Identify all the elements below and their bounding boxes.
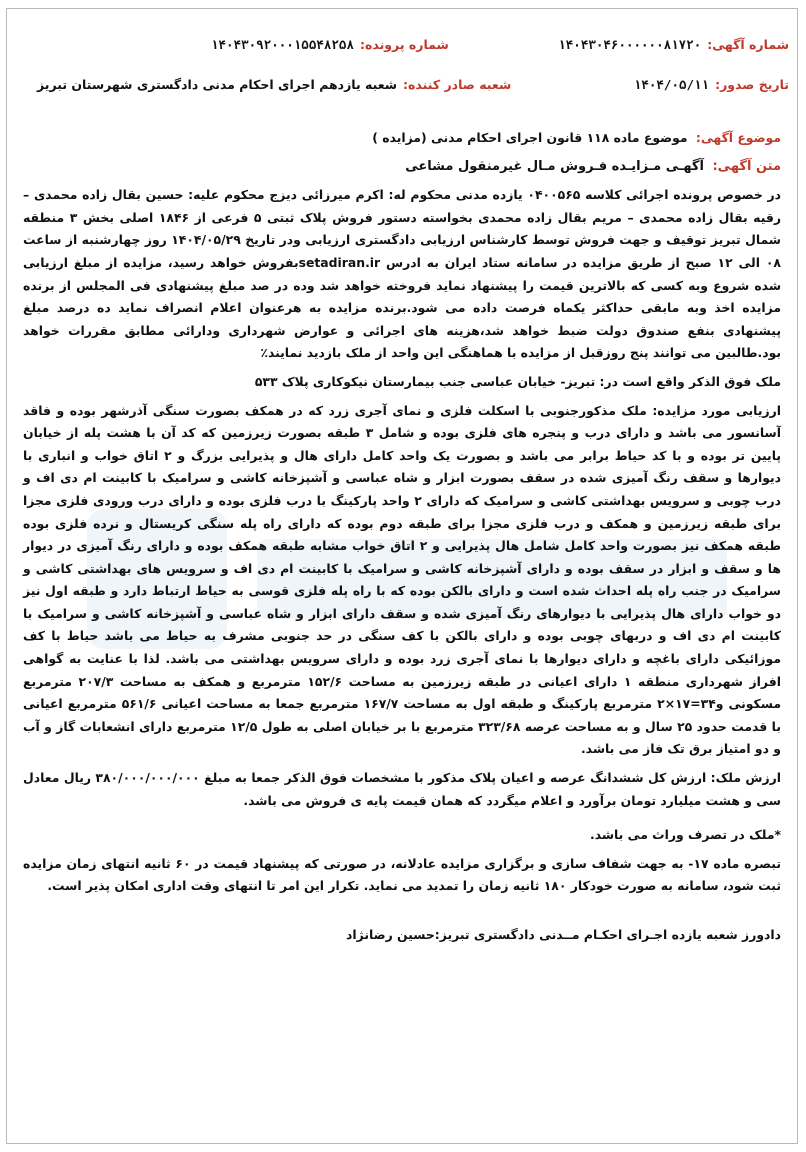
heirs-paragraph: *ملک در تصرف وراث می باشد. [589, 827, 781, 843]
issue-date-value: ۱۴۰۴/۰۵/۱۱ [633, 77, 710, 92]
issuer-value: شعبه یازدهم اجرای احکام مدنی دادگستری شهرستان تبریز [37, 77, 398, 92]
case-number-label: شماره پرونده: [360, 37, 449, 52]
notice-number-value: ۱۴۰۴۳۰۴۶۰۰۰۰۰۰۸۱۷۲۰ [558, 37, 702, 52]
subject-value: موضوع ماده ۱۱۸ قانون اجرای احکام مدنی (مزایده ) [372, 130, 688, 145]
signature-line: دادورز شعبه یازده اجـرای احکـام مــدنی دادگستری تبریز:حسین رضانژاد [346, 927, 781, 942]
issue-date-row [634, 77, 789, 92]
note-paragraph: تبصره ماده ۱۷- به جهت شفاف سازی و برگزاری مزایده عادلانه، در صورتی که پیشنهاد قیمت در ۶۰ ثانیه انتهای زمان مزایده ثبت شود، سامانه به صورت خودکار ۱۸۰ ثانیه زمان را تمدید می نماید. تکرار این امر تا انتهای وقت اداری امکان پذیر است. [23, 855, 782, 894]
intro-paragraph: در خصوص پرونده اجرائی کلاسه ۰۴۰۰۵۶۵ یازده مدنی محکوم له: اکرم میرزائی دیزج محکوم علیه: حسین بقال زاده محمدی – رقیه بقال زاده محمدی – مریم بقال زاده محمدی بخواسته دستور فروش پلاک ثبتی ۵ فرعی از ۱۸۴۶ اصلی بخش ۳ منطقه شمال تبریز توقیف و جهت فروش توسط کارشناس ارزیابی دادگستری ارزیابی ودر تاریخ ۱۴۰۴/۰۵/۲۹ روز چهارشنبه از ساعت ۰۸ الی ۱۲ صبح از طریق مزایده در سامانه ستاد ایران به ادرس setadiran.irبفروش خواهد رسید، مزایده از مبلغ ارزیابی شده شروع وبه کسی که بالاترین قیمت را پیشنهاد نماید فروخته خواهد شد وده در صد مبلغ پیشنهادی فی المجلس از برنده مزایده اخذ وبه مابقی حداکثر یکماه فرصت داده می شود.برنده مزایده به هرعنوان اعلام انصراف نماید ده درصد مبلغ پیشنهادی بنفع صندوق دولت ضبط خواهد شد،هزینه های اجرائی و عوارض شهرداری ودارائی مطابق مقررات خواهد بود.طالبین می توانند پنج روزقبل از مزایده با هماهنگی این واحد از ملک بازدید نمایند٪ [23, 187, 781, 361]
notice-header [7, 9, 797, 121]
issuer-row [37, 77, 511, 92]
notice-title: آگهـی مـزایـده فـروش مـال غیرمنقول مشاعی [405, 158, 704, 174]
value-paragraph: ارزش ملک: ارزش کل ششدانگ عرصه و اعیان پلاک مذکور با مشخصات فوق الذکر جمعا به مبلغ ۳۸۰/۰۰۰/۰۰۰/۰۰۰ ریال معادل سی و هشت میلیارد تومان برآورد و اعلام میگردد که همان قیمت پایه ی فروش می باشد. [23, 770, 781, 808]
case-number-row [211, 37, 449, 52]
notice-title-line [23, 156, 781, 179]
case-number-value: ۱۴۰۴۳۰۹۲۰۰۰۱۵۵۴۸۲۵۸ [211, 37, 354, 52]
issue-date-label: تاریخ صدور: [715, 77, 789, 92]
location-paragraph: ملک فوق الذکر واقع است در: تبریز- خیابان عباسی جنب بیمارستان نیکوکاری پلاک ۵۳۳ [254, 373, 781, 389]
notice-body [23, 127, 781, 947]
notice-text-label: متن آگهی: [712, 158, 781, 174]
appraisal-paragraph: ارزیابی مورد مزایده: ملک مذکورجنوبی با اسکلت فلزی و نمای آجری زرد که در همکف بصورت سنگی آذرشهر بوده و فاقد آسانسور می باشد و دارای درب و پنجره های فلزی بوده و شامل ۳ طبقه بصورت زیرزمین که کد آن با هشت پله از خیابان پایین تر بوده و با کد حیاط برابر می باشد و بصورت یک واحد کامل دارای هال و پذیرایی بزرگ و ۲ اتاق خواب و انباری با دیوارها و سقف رنگ آمیزی شده در سقف بصورت ابزار و شاه عباسی و آشپزخانه کاشی و سرامیک با کابینت ام دی اف و درب چوبی و سرویس بهداشتی کاشی و سرامیک که دارای ۲ واحد پارکینگ با درب فلزی بوده و دارای درب ورودی فلزی مجزا برای طبقه زیرزمین و همکف و درب فلزی مجزا برای طبقه دوم بوده که دارای راه پله سنگی کریستال و نرده فلزی بوده طبقه همکف نیز بصورت واحد کامل شامل هال پذیرایی و ۲ اتاق خواب مشابه طبقه همکف بوده و دارای رنگ آمیزی در دیوار ها و سقف و ابزار در سقف بوده و دارای آشپزخانه کاشی و سرامیک با کابینت ام دی اف و سرویس های بهداشتی کاشی و سرامیک در جنب راه پله احداث شده است و دارای بالکن بوده که با راه پله فلزی قوسی به حیاط ارتباط دارد و طبقه اول نیز دو خواب دارای هال پذیرایی با دیوارهای رنگ آمیزی شده و سقف دارای ابزار و شاه عباسی و آشپزخانه کاشی و سرامیک با کابینت ام دی اف و دربهای چوبی بوده و دارای بالکن با کف سنگی در حد جنوبی مشرف به حیاط می باشد حیاط با کف موزائیکی دارای باغچه و دارای دیوارها با نمای آجری زرد بوده و دارای سرویس بهداشتی می باشد. لذا با عنایت به گواهی افراز شهرداری منطقه ۱ دارای اعیانی در طبقه زیرزمین به مساحت ۱۵۲/۶ مترمربع و همکف به مساحت ۲۰۷/۳ مترمربع مسکونی و۳۴=۱۷×۲ مترمربع پارکینگ و طبقه اول به مساحت ۱۶۷/۷ مترمربع جمعا به مساحت اعیانی ۵۶۱/۶ مترمربع اعیانی با قدمت حدود ۲۵ سال و به مساحت عرصه ۳۲۳/۶۸ مترمربع با بر خیابان اصلی به طول ۱۲/۵ مترمربع دارای انشعابات گاز و آب و دو امتیاز برق تک فاز می باشد. [23, 402, 781, 757]
notice-number-row [558, 37, 789, 52]
subject-label: موضوع آگهی: [695, 130, 781, 145]
subject-line [23, 127, 781, 150]
notice-page [6, 8, 798, 1144]
issuer-label: شعبه صادر کننده: [403, 77, 512, 92]
notice-number-label: شماره آگهی: [707, 37, 789, 52]
